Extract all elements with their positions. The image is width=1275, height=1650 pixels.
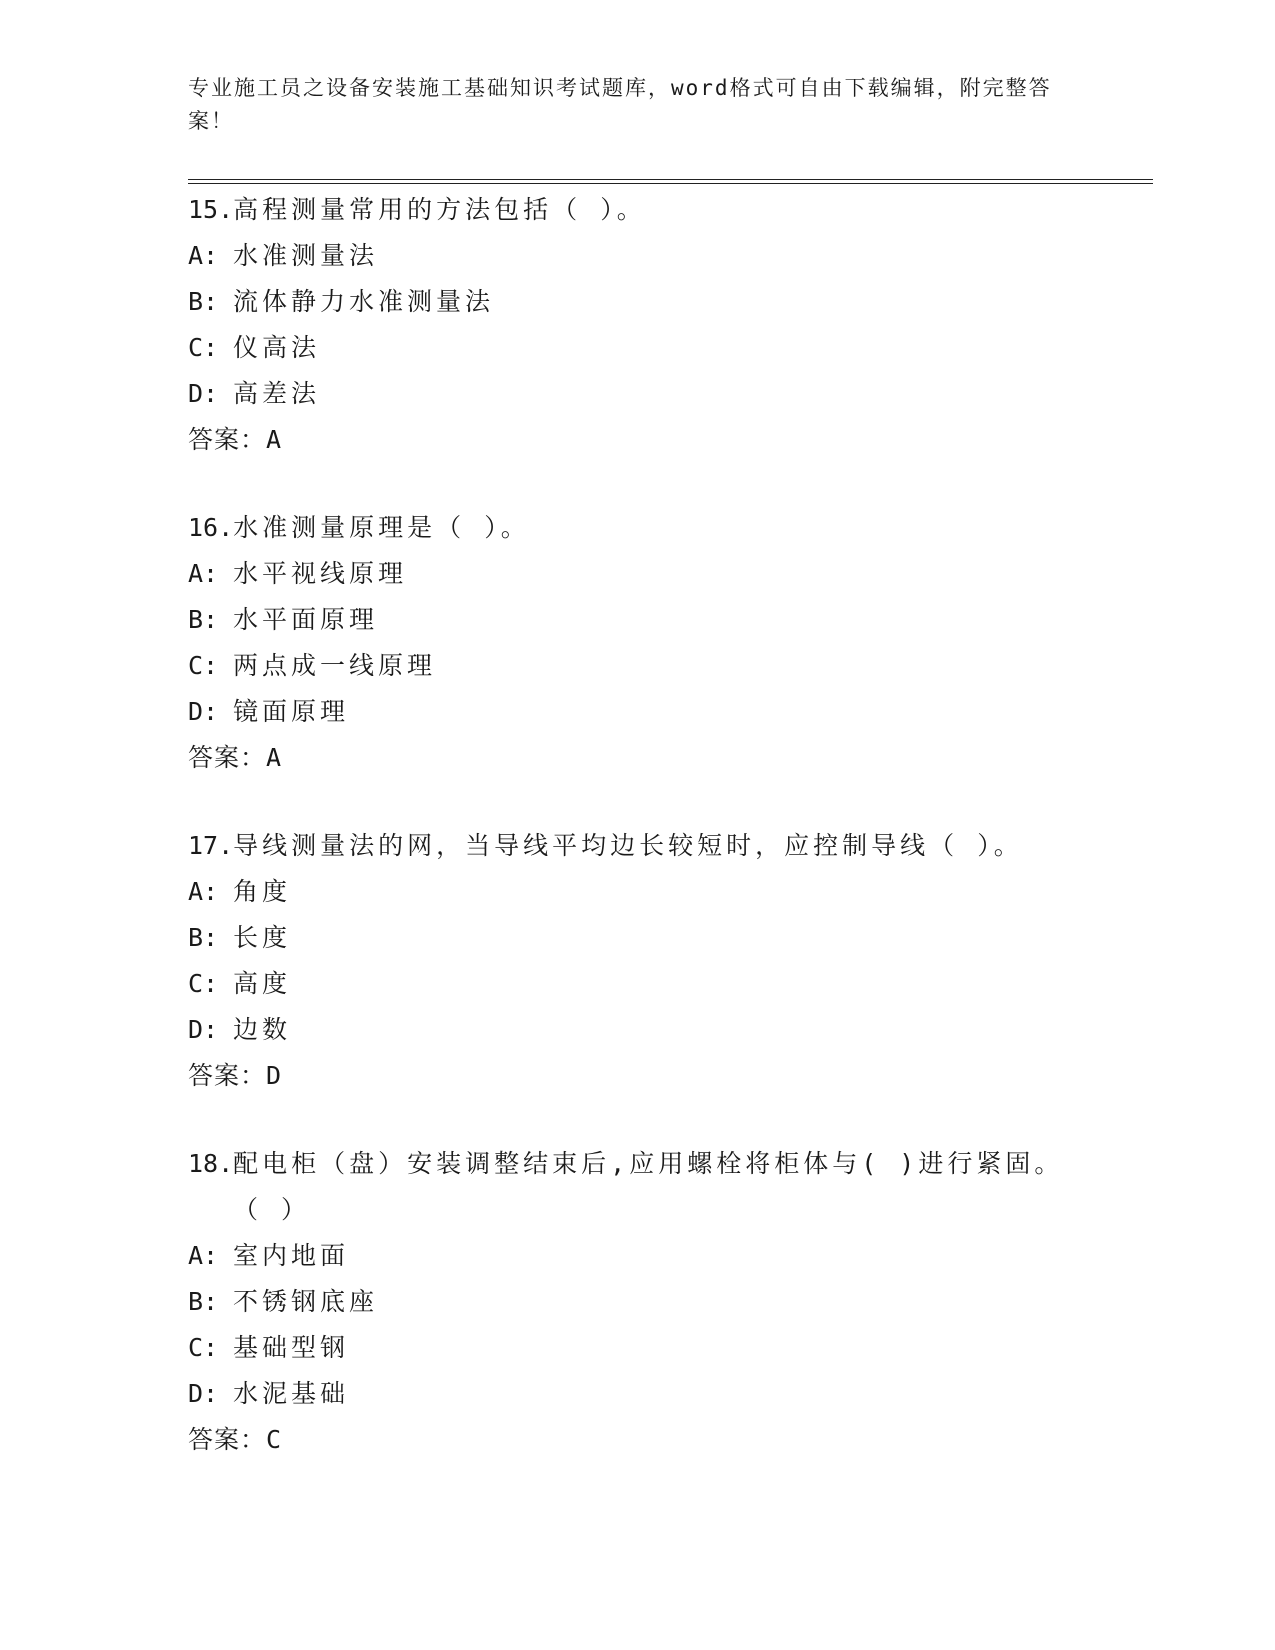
option-text: 水平面原理 (233, 605, 379, 634)
option-letter: C: (188, 969, 219, 998)
question-number: 17. (188, 831, 234, 860)
option-d (188, 1371, 1068, 1417)
option-letter: A: (188, 241, 219, 270)
option-letter: D: (188, 697, 219, 726)
question-text: 配电柜（盘）安装调整结束后,应用螺栓将柜体与( )进行紧固。（ ） (233, 1149, 1064, 1224)
option-text: 水平视线原理 (233, 559, 408, 588)
option-c (188, 643, 1068, 689)
option-d (188, 371, 1068, 417)
answer (188, 1053, 1068, 1099)
option-b (188, 279, 1068, 325)
question-15 (188, 187, 1068, 463)
question-stem (188, 187, 1068, 233)
option-text: 角度 (233, 877, 292, 906)
option-letter: A: (188, 877, 219, 906)
option-text: 高差法 (233, 379, 321, 408)
option-c (188, 961, 1068, 1007)
header-divider-top (188, 179, 1153, 180)
option-letter: A: (188, 1241, 219, 1270)
option-text: 两点成一线原理 (233, 651, 437, 680)
question-number: 16. (188, 513, 234, 542)
option-text: 室内地面 (233, 1241, 350, 1270)
option-c (188, 325, 1068, 371)
header-divider-bottom (188, 183, 1153, 184)
option-letter: B: (188, 923, 219, 952)
option-text: 流体静力水准测量法 (233, 287, 495, 316)
option-text: 高度 (233, 969, 292, 998)
answer-value: C (266, 1425, 283, 1454)
option-letter: D: (188, 1015, 219, 1044)
option-letter: C: (188, 651, 219, 680)
question-number: 18. (188, 1149, 234, 1178)
option-text: 长度 (233, 923, 292, 952)
option-b (188, 915, 1068, 961)
option-text: 边数 (233, 1015, 292, 1044)
question-text: 高程测量常用的方法包括（ ）。 (233, 195, 646, 224)
option-a (188, 551, 1068, 597)
option-letter: B: (188, 1287, 219, 1316)
answer-value: A (266, 425, 283, 454)
option-letter: C: (188, 333, 219, 362)
answer-label: 答案： (188, 1061, 267, 1090)
answer-value: A (266, 743, 283, 772)
option-letter: B: (188, 605, 219, 634)
option-letter: C: (188, 1333, 219, 1362)
option-text: 仪高法 (233, 333, 321, 362)
answer-label: 答案： (188, 425, 267, 454)
option-letter: B: (188, 287, 219, 316)
option-a (188, 869, 1068, 915)
option-letter: A: (188, 559, 219, 588)
option-text: 水泥基础 (233, 1379, 350, 1408)
answer-label: 答案： (188, 743, 267, 772)
option-a (188, 1233, 1068, 1279)
question-stem (188, 1141, 1068, 1233)
question-text: 水准测量原理是（ ）。 (233, 513, 530, 542)
option-b (188, 1279, 1068, 1325)
option-text: 镜面原理 (233, 697, 350, 726)
question-stem (188, 505, 1068, 551)
question-18 (188, 1141, 1068, 1463)
option-d (188, 1007, 1068, 1053)
question-number: 15. (188, 195, 234, 224)
question-stem (188, 823, 1068, 869)
option-c (188, 1325, 1068, 1371)
question-16 (188, 505, 1068, 781)
option-text: 不锈钢底座 (233, 1287, 379, 1316)
answer-value: D (266, 1061, 283, 1090)
answer-label: 答案： (188, 1425, 267, 1454)
answer (188, 1417, 1068, 1463)
option-letter: D: (188, 1379, 219, 1408)
document-header (188, 72, 1068, 138)
option-d (188, 689, 1068, 735)
answer (188, 735, 1068, 781)
option-a (188, 233, 1068, 279)
header-text: 专业施工员之设备安装施工基础知识考试题库，word格式可自由下载编辑，附完整答案！ (188, 76, 1052, 133)
option-letter: D: (188, 379, 219, 408)
question-17 (188, 823, 1068, 1099)
question-text: 导线测量法的网，当导线平均边长较短时，应控制导线（ ）。 (233, 831, 1023, 860)
option-b (188, 597, 1068, 643)
option-text: 基础型钢 (233, 1333, 350, 1362)
option-text: 水准测量法 (233, 241, 379, 270)
answer (188, 417, 1068, 463)
